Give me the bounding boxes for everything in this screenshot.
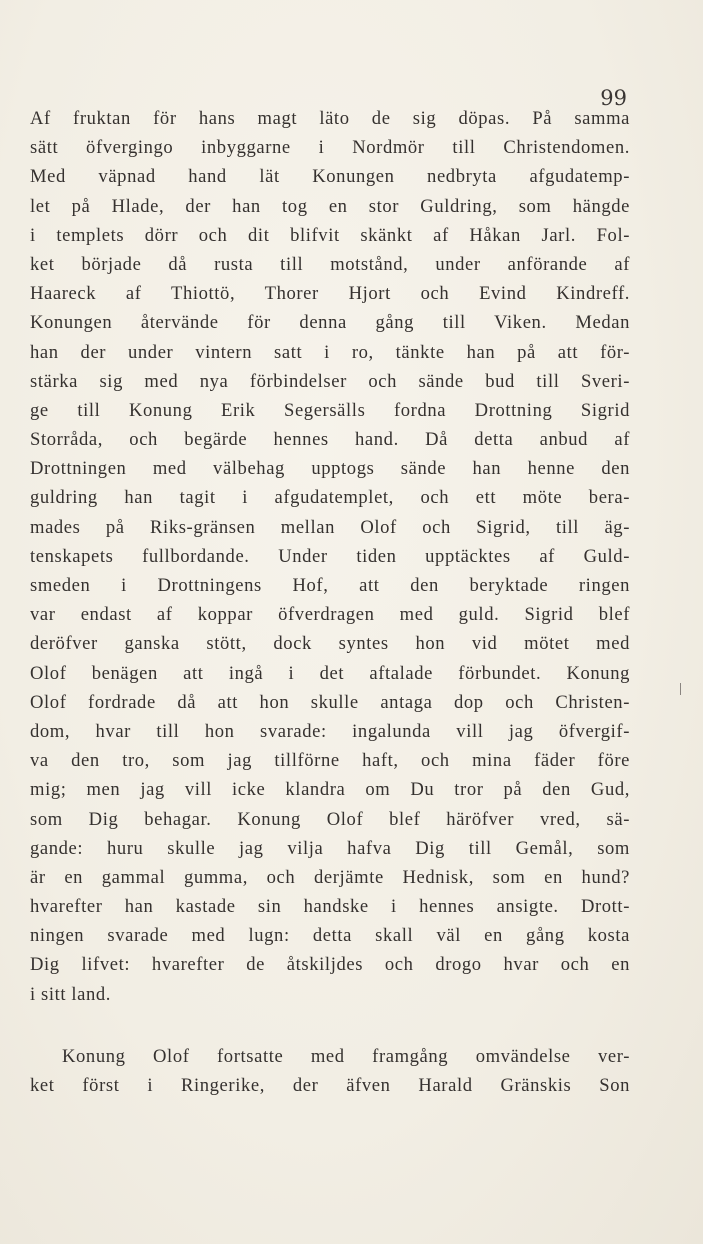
- text-line: Konung Olof fortsatte med framgång omvändelse ver-: [62, 1045, 630, 1067]
- text-line: i templets dörr och dit blifvit skänkt af Håkan Jarl. Fol-: [30, 224, 630, 246]
- text-line: gande: huru skulle jag vilja hafva Dig till Gemål, som: [30, 837, 630, 859]
- text-line: deröfver ganska stött, dock syntes hon vid mötet med: [30, 633, 630, 655]
- margin-mark: [680, 683, 681, 695]
- text-line: Dig lifvet: hvarefter de åtskiljdes och drogo hvar och en: [30, 954, 630, 976]
- body-text: [30, 104, 630, 1100]
- text-line: dom, hvar till hon svarade: ingalunda vill jag öfvergif-: [30, 720, 630, 742]
- text-line: Olof fordrade då att hon skulle antaga dop och Christen-: [30, 691, 630, 713]
- text-line: som Dig behagar. Konung Olof blef häröfver vred, sä-: [30, 808, 630, 830]
- text-line: ket först i Ringerike, der äfven Harald Gränskis Son: [30, 1075, 630, 1096]
- text-line: Med väpnad hand lät Konungen nedbryta afgudatemp-: [30, 166, 630, 188]
- text-line: tenskapets fullbordande. Under tiden upptäcktes af Guld-: [30, 545, 630, 567]
- text-line: ningen svarade med lugn: detta skall väl en gång kosta: [30, 925, 630, 947]
- text-line: va den tro, som jag tillförne haft, och mina fäder före: [30, 750, 630, 772]
- text-line: let på Hlade, der han tog en stor Guldring, som hängde: [30, 195, 630, 217]
- text-line: Drottningen med välbehag upptogs sände han henne den: [30, 458, 630, 480]
- page-number: 99: [600, 86, 627, 110]
- text-line: i sitt land.: [30, 983, 112, 1005]
- text-line: är en gammal gumma, och derjämte Hednisk, som en hund?: [30, 866, 630, 888]
- paragraph-1: [30, 104, 630, 1009]
- text-line: han der under vintern satt i ro, tänkte han på att för-: [30, 341, 630, 363]
- text-line: Konungen återvände för denna gång till Viken. Medan: [30, 312, 630, 334]
- text-line: Af fruktan för hans magt läto de sig döpas. På samma: [30, 108, 630, 129]
- text-line: Haareck af Thiottö, Thorer Hjort och Evind Kindreff.: [30, 283, 630, 305]
- text-line: ge till Konung Erik Segersälls fordna Drottning Sigrid: [30, 399, 630, 421]
- text-line: sätt öfvergingo inbyggarne i Nordmör till Christendomen.: [30, 137, 630, 159]
- text-line: ket började då rusta till motstånd, under anförande af: [30, 253, 630, 275]
- text-line: var endast af koppar öfverdragen med guld. Sigrid blef: [30, 604, 630, 626]
- text-line: Storråda, och begärde hennes hand. Då detta anbud af: [30, 429, 630, 451]
- text-line: mig; men jag vill icke klandra om Du tror på den Gud,: [30, 779, 630, 801]
- text-line: mades på Riks-gränsen mellan Olof och Sigrid, till äg-: [30, 516, 630, 538]
- text-line: hvarefter han kastade sin handske i hennes ansigte. Drott-: [30, 896, 630, 918]
- text-line: smeden i Drottningens Hof, att den beryktade ringen: [30, 575, 630, 596]
- text-line: stärka sig med nya förbindelser och sände bud till Sveri-: [30, 370, 630, 392]
- text-line: guldring han tagit i afgudatemplet, och ett möte bera-: [30, 487, 630, 509]
- paragraph-2: [30, 1042, 630, 1100]
- text-line: Olof benägen att ingå i det aftalade förbundet. Konung: [30, 662, 630, 684]
